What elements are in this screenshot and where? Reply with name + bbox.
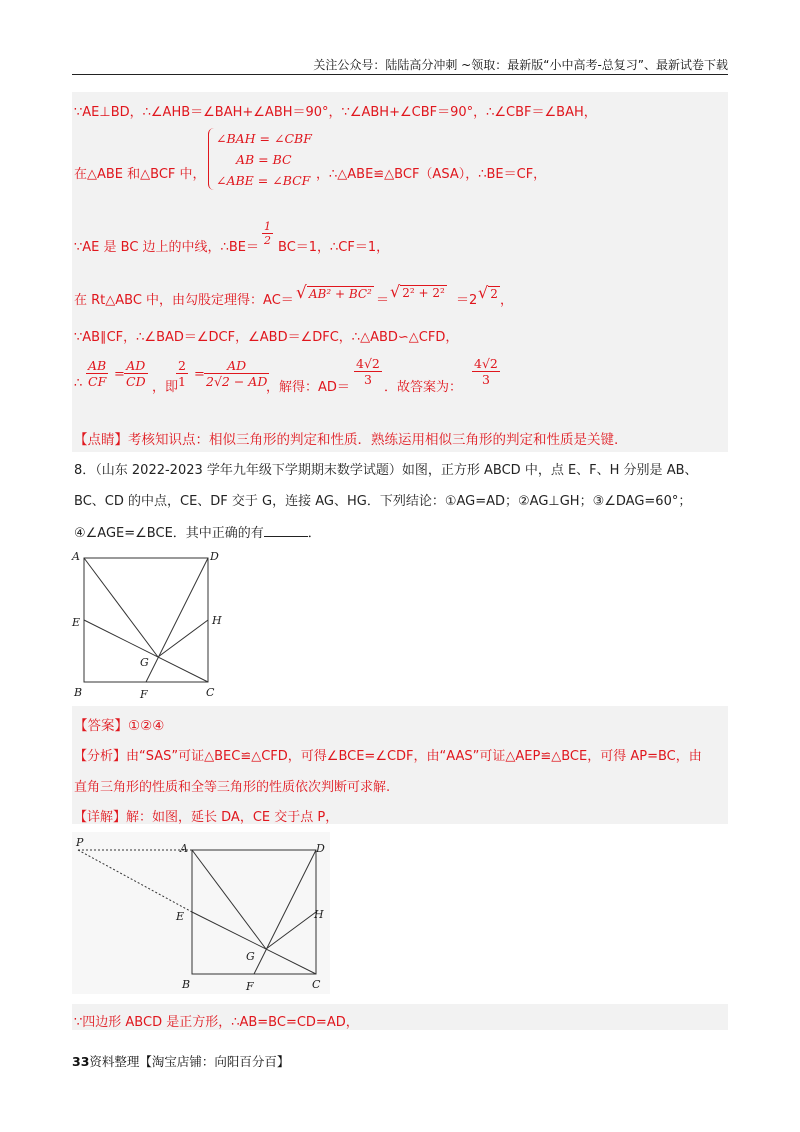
fraction-2-1 — [176, 358, 188, 389]
label-C: C — [206, 686, 215, 699]
header-rule — [72, 74, 728, 75]
solution-line-3b: BC＝1，∴CF＝1， — [278, 240, 390, 255]
frac-equals-2: = — [194, 367, 205, 382]
detail-tag: 【详解】 — [74, 810, 127, 825]
footer-text: 资料整理【淘宝店铺：向阳百分百】 — [89, 1054, 290, 1069]
page-number: 33 — [72, 1054, 90, 1069]
fraction-ab-cf — [86, 358, 108, 389]
answer-blank — [264, 525, 308, 537]
label-H2: H — [314, 908, 324, 921]
problem-line-3b: ． — [307, 526, 321, 541]
problem-line-1: 8．（山东 2022-2023 学年九年级下学期期末数学试题）如图，正方形 ABCD 中，点 E、F、H 分别是 AB、 — [74, 463, 698, 478]
frac1-den: CF — [88, 374, 107, 389]
label-A2: A — [180, 842, 188, 855]
frac1-num: AB — [86, 358, 108, 374]
equals-1: ＝ — [376, 293, 390, 308]
ans1-num: 4√2 — [356, 356, 380, 371]
label-P: P — [76, 836, 84, 849]
segment-df — [146, 558, 208, 682]
answer-fraction-2 — [472, 356, 500, 387]
ans1-den: 3 — [363, 372, 372, 387]
half-num: 1 — [264, 220, 271, 233]
answer-fraction-1 — [354, 356, 382, 387]
solution-line-4a: 在 Rt△ABC 中，由勾股定理得：AC＝ — [74, 293, 294, 308]
sqrt-expression-3: √ 2 — [478, 283, 498, 302]
label-C2: C — [312, 978, 321, 991]
problem-line-3a: ④∠AGE=∠BCE．其中正确的有 — [74, 526, 264, 541]
label-B: B — [74, 686, 83, 699]
label-D2: D — [316, 842, 325, 855]
final-line: ∵四边形 ABCD 是正方形，∴AB=BC=CD=AD， — [74, 1015, 359, 1030]
sqrt-expression-2: √ 2² + 2² — [390, 282, 445, 301]
label-F: F — [140, 688, 148, 701]
label-G2: G — [246, 950, 255, 963]
figure-1-square — [70, 548, 230, 702]
comment-line: 【点睛】考核知识点：相似三角形的判定和性质．熟练运用相似三角形的判定和性质是关键. — [74, 432, 619, 448]
label-H: H — [212, 614, 222, 627]
detail-text-1: 解：如图，延长 DA，CE 交于点 P， — [126, 810, 339, 825]
solution-line-2-prefix: 在△ABE 和△BCF 中， — [74, 167, 206, 182]
frac2-den: CD — [126, 374, 146, 389]
label-D: D — [210, 550, 219, 563]
line-4-end: ， — [500, 293, 514, 308]
sqrt2-radicand: 2² + 2² — [402, 286, 445, 300]
solution-line-3a: ∵AE 是 BC 边上的中线，∴BE＝ — [74, 240, 259, 255]
page-footer — [72, 1052, 289, 1070]
frac4-den: 2√2 − AD — [206, 374, 268, 389]
therefore-symbol: ∴ — [74, 376, 83, 391]
jiede-text: ，解得：AD＝ — [266, 380, 350, 395]
frac2-num: AD — [124, 358, 148, 374]
label-G: G — [140, 656, 149, 669]
system-row-1: ∠BAH = ∠CBF — [216, 131, 312, 146]
answer-line: 【答案】①②④ — [74, 718, 165, 734]
label-F2: F — [246, 980, 254, 993]
analysis-text-1: 由“SAS”可证△BEC≌△CFD，可得∠BCE=∠CDF，由“AAS”可证△AEP≌△BCE，可得 AP=BC，由 — [126, 749, 702, 764]
figure-2-square-extended — [72, 832, 330, 994]
segment-gh — [158, 620, 208, 657]
problem-line-2: BC、CD 的中点，CE、DF 交于 G，连接 AG、HG．下列结论：①AG=AD；②AG⊥GH；③∠DAG=60°； — [74, 494, 692, 509]
fraction-ad-over-expr — [204, 358, 269, 389]
sqrt1-radicand: AB² + BC² — [308, 287, 372, 301]
fraction-one-half — [262, 220, 273, 247]
solution-line-2-suffix: ，∴△ABE≌△BCF（ASA），∴BE＝CF， — [316, 167, 547, 182]
label-E2: E — [176, 910, 185, 923]
equals-2: ＝2 — [456, 293, 478, 308]
ji-text: ，即 — [152, 380, 179, 395]
frac3-num: 2 — [178, 358, 186, 373]
page-header: 关注公众号：陆陆高分冲刺 ~领取：最新版“小中高考-总复习”、最新试卷下载 — [313, 58, 728, 72]
problem-line-3 — [74, 522, 321, 541]
analysis-line-1 — [74, 745, 702, 764]
sqrt-expression-1: √ AB² + BC² — [296, 283, 372, 303]
frac-equals-1: = — [114, 367, 125, 382]
label-B2: B — [182, 978, 191, 991]
system-row-3: ∠ABE = ∠BCF — [216, 173, 311, 188]
label-A: A — [72, 550, 80, 563]
fraction-ad-cd — [124, 358, 148, 389]
solution-line-1: ∵AE⊥BD，∴∠AHB＝∠BAH+∠ABH＝90°，∵∠ABH+∠CBF＝90°，∴∠CBF＝∠BAH， — [74, 105, 597, 120]
analysis-tag: 【分析】 — [74, 749, 127, 764]
ans2-num: 4√2 — [474, 356, 498, 371]
figure-2-background — [72, 832, 330, 994]
segment-ec — [84, 620, 208, 682]
half-den: 2 — [264, 234, 271, 247]
solution-line-5: ∵AB∥CF，∴∠BAD＝∠DCF，∠ABD＝∠DFC，∴△ABD∽△CFD， — [74, 330, 459, 345]
analysis-line-2: 直角三角形的性质和全等三角形的性质依次判断可求解. — [74, 780, 391, 795]
segment-ag — [84, 558, 158, 657]
solution-block — [72, 92, 728, 452]
sqrt3-radicand: 2 — [490, 287, 498, 301]
detail-line-1 — [74, 806, 338, 825]
ans2-den: 3 — [481, 372, 490, 387]
frac4-num: AD — [204, 358, 269, 374]
label-E: E — [72, 616, 81, 629]
gudaan-text: ．故答案为： — [384, 380, 463, 395]
frac3-den: 1 — [178, 374, 186, 389]
system-row-2: AB = BC — [236, 152, 292, 167]
